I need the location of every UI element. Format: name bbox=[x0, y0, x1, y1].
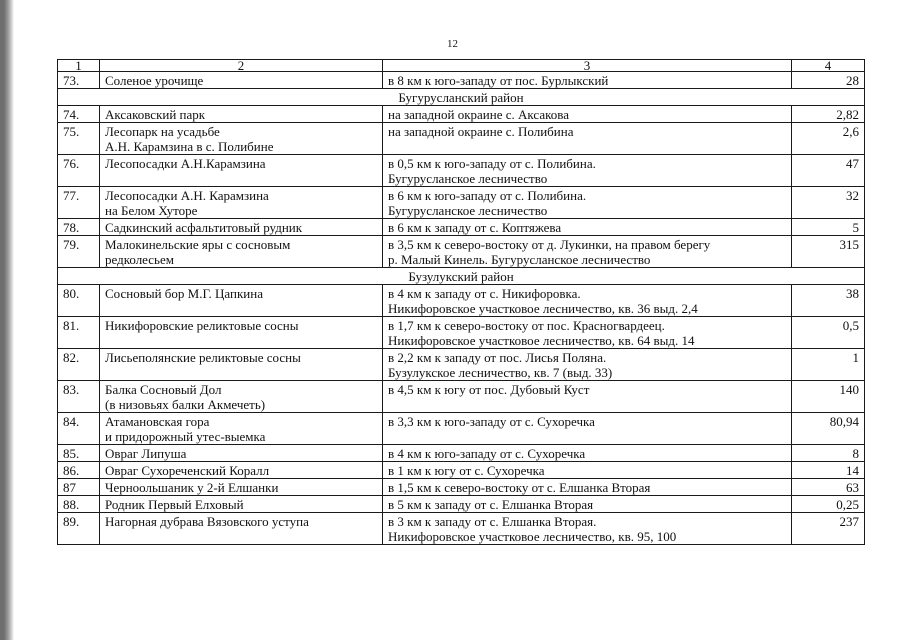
location-cell bbox=[383, 445, 792, 462]
site-name-line: Нагорная дубрава Вязовского уступа bbox=[105, 514, 309, 529]
site-name-line: Овраг Сухореченский Коралл bbox=[105, 463, 270, 478]
column-header: 3 bbox=[383, 60, 792, 72]
site-name-line: Аксаковский парк bbox=[105, 107, 206, 122]
location-line: на западной окраине с. Полибина bbox=[388, 124, 574, 139]
row-number: 75. bbox=[58, 123, 100, 155]
location-cell bbox=[383, 187, 792, 219]
table-row bbox=[58, 513, 865, 545]
location-cell bbox=[383, 496, 792, 513]
site-name-cell bbox=[100, 285, 383, 317]
row-number: 82. bbox=[58, 349, 100, 381]
table-row bbox=[58, 317, 865, 349]
location-line: р. Малый Кинель. Бугурусланское лесничество bbox=[388, 252, 651, 267]
location-line: Бугурусланское лесничество bbox=[388, 203, 548, 218]
region-header-row bbox=[58, 268, 865, 285]
table-row bbox=[58, 413, 865, 445]
column-header: 4 bbox=[792, 60, 865, 72]
site-name-cell bbox=[100, 155, 383, 187]
area-value: 28 bbox=[792, 72, 865, 89]
site-name-line: А.Н. Карамзина в с. Полибине bbox=[105, 139, 274, 154]
site-name-line: Балка Сосновый Дол bbox=[105, 382, 222, 397]
location-cell bbox=[383, 513, 792, 545]
site-name-line: Атамановская гора bbox=[105, 414, 210, 429]
row-number: 81. bbox=[58, 317, 100, 349]
site-name-line: Лесопосадки А.Н. Карамзина bbox=[105, 188, 269, 203]
site-name-cell bbox=[100, 413, 383, 445]
location-cell bbox=[383, 72, 792, 89]
site-name-line: Соленое урочище bbox=[105, 73, 204, 88]
area-value: 38 bbox=[792, 285, 865, 317]
area-value: 80,94 bbox=[792, 413, 865, 445]
column-header-row bbox=[58, 60, 865, 72]
site-name-cell bbox=[100, 187, 383, 219]
site-name-cell bbox=[100, 123, 383, 155]
site-name-cell bbox=[100, 381, 383, 413]
site-name-cell bbox=[100, 513, 383, 545]
area-value: 2,82 bbox=[792, 106, 865, 123]
row-number: 78. bbox=[58, 219, 100, 236]
protected-areas-table bbox=[57, 59, 865, 545]
table-row bbox=[58, 123, 865, 155]
site-name-line: Родник Первый Елховый bbox=[105, 497, 244, 512]
location-line: в 2,2 км к западу от пос. Лисья Поляна. bbox=[388, 350, 607, 365]
table-row bbox=[58, 155, 865, 187]
location-line: в 1 км к югу от с. Сухоречка bbox=[388, 463, 545, 478]
area-value: 14 bbox=[792, 462, 865, 479]
location-line: Никифоровское участковое лесничество, кв. 36 выд. 2,4 bbox=[388, 301, 698, 316]
row-number: 80. bbox=[58, 285, 100, 317]
site-name-cell bbox=[100, 496, 383, 513]
table-row bbox=[58, 219, 865, 236]
location-line: в 4 км к юго-западу от с. Сухоречка bbox=[388, 446, 586, 461]
site-name-line: на Белом Хуторе bbox=[105, 203, 198, 218]
location-cell bbox=[383, 236, 792, 268]
site-name-cell bbox=[100, 106, 383, 123]
location-cell bbox=[383, 219, 792, 236]
row-number: 88. bbox=[58, 496, 100, 513]
site-name-cell bbox=[100, 445, 383, 462]
location-line: в 5 км к западу от с. Елшанка Вторая bbox=[388, 497, 594, 512]
area-value: 32 bbox=[792, 187, 865, 219]
location-line: в 1,5 км к северо-востоку от с. Елшанка Вторая bbox=[388, 480, 651, 495]
row-number: 74. bbox=[58, 106, 100, 123]
location-line: в 6 км к юго-западу от с. Полибина. bbox=[388, 188, 587, 203]
column-header: 1 bbox=[58, 60, 100, 72]
location-cell bbox=[383, 462, 792, 479]
area-value: 2,6 bbox=[792, 123, 865, 155]
site-name-line: редколесьем bbox=[105, 252, 174, 267]
location-line: в 4 км к западу от с. Никифоровка. bbox=[388, 286, 581, 301]
site-name-cell bbox=[100, 317, 383, 349]
area-value: 5 bbox=[792, 219, 865, 236]
page-number: 12 bbox=[447, 38, 458, 50]
region-header-row bbox=[58, 89, 865, 106]
table-row bbox=[58, 381, 865, 413]
table-row bbox=[58, 285, 865, 317]
location-cell bbox=[383, 381, 792, 413]
location-line: в 6 км к западу от с. Коптяжева bbox=[388, 220, 562, 235]
row-number: 85. bbox=[58, 445, 100, 462]
location-cell bbox=[383, 349, 792, 381]
table-row bbox=[58, 236, 865, 268]
location-line: в 3,3 км к юго-западу от с. Сухоречка bbox=[388, 414, 595, 429]
table-row bbox=[58, 479, 865, 496]
row-number: 73. bbox=[58, 72, 100, 89]
site-name-cell bbox=[100, 479, 383, 496]
site-name-cell bbox=[100, 236, 383, 268]
site-name-line: Лесопосадки А.Н.Карамзина bbox=[105, 156, 266, 171]
row-number: 86. bbox=[58, 462, 100, 479]
area-value: 237 bbox=[792, 513, 865, 545]
site-name-line: Лесопарк на усадьбе bbox=[105, 124, 220, 139]
area-value: 140 bbox=[792, 381, 865, 413]
site-name-line: и придорожный утес-выемка bbox=[105, 429, 266, 444]
region-title: Бузулукский район bbox=[58, 268, 865, 285]
site-name-line: Овраг Липуша bbox=[105, 446, 187, 461]
location-cell bbox=[383, 413, 792, 445]
site-name-line: Лисьеполянские реликтовые сосны bbox=[105, 350, 301, 365]
row-number: 89. bbox=[58, 513, 100, 545]
area-value: 63 bbox=[792, 479, 865, 496]
row-number: 83. bbox=[58, 381, 100, 413]
table-row bbox=[58, 496, 865, 513]
site-name-line: Сосновый бор М.Г. Цапкина bbox=[105, 286, 263, 301]
area-value: 0,25 bbox=[792, 496, 865, 513]
location-line: в 3,5 км к северо-востоку от д. Лукинки, на правом берегу bbox=[388, 237, 711, 252]
area-value: 8 bbox=[792, 445, 865, 462]
site-name-cell bbox=[100, 462, 383, 479]
location-cell bbox=[383, 317, 792, 349]
row-number: 76. bbox=[58, 155, 100, 187]
area-value: 1 bbox=[792, 349, 865, 381]
location-line: Никифоровское участковое лесничество, кв. 64 выд. 14 bbox=[388, 333, 695, 348]
site-name-line: Никифоровские реликтовые сосны bbox=[105, 318, 299, 333]
area-value: 47 bbox=[792, 155, 865, 187]
site-name-cell bbox=[100, 219, 383, 236]
site-name-cell bbox=[100, 72, 383, 89]
location-line: в 4,5 км к югу от пос. Дубовый Куст bbox=[388, 382, 590, 397]
area-value: 0,5 bbox=[792, 317, 865, 349]
row-number: 87 bbox=[58, 479, 100, 496]
table-row bbox=[58, 187, 865, 219]
location-line: на западной окраине с. Аксакова bbox=[388, 107, 569, 122]
location-line: в 1,7 км к северо-востоку от пос. Красногвардеец. bbox=[388, 318, 665, 333]
row-number: 79. bbox=[58, 236, 100, 268]
site-name-cell bbox=[100, 349, 383, 381]
table-row bbox=[58, 72, 865, 89]
location-line: в 3 км к западу от с. Елшанка Вторая. bbox=[388, 514, 597, 529]
region-title: Бугурусланский район bbox=[58, 89, 865, 106]
location-line: в 8 км к юго-западу от пос. Бурлыкский bbox=[388, 73, 609, 88]
site-name-line: (в низовьях балки Акмечеть) bbox=[105, 397, 266, 412]
row-number: 77. bbox=[58, 187, 100, 219]
row-number: 84. bbox=[58, 413, 100, 445]
location-cell bbox=[383, 479, 792, 496]
table-row bbox=[58, 349, 865, 381]
area-value: 315 bbox=[792, 236, 865, 268]
table-row bbox=[58, 462, 865, 479]
site-name-line: Черноольшаник у 2-й Елшанки bbox=[105, 480, 279, 495]
location-line: Бугурусланское лесничество bbox=[388, 171, 548, 186]
site-name-line: Малокинельские яры с сосновым bbox=[105, 237, 291, 252]
location-line: Бузулукское лесничество, кв. 7 (выд. 33) bbox=[388, 365, 613, 380]
column-header: 2 bbox=[100, 60, 383, 72]
location-line: Никифоровское участковое лесничество, кв. 95, 100 bbox=[388, 529, 677, 544]
location-cell bbox=[383, 285, 792, 317]
table-row bbox=[58, 106, 865, 123]
scan-binding-edge bbox=[0, 0, 14, 640]
location-cell bbox=[383, 155, 792, 187]
location-line: в 0,5 км к юго-западу от с. Полибина. bbox=[388, 156, 596, 171]
table-row bbox=[58, 445, 865, 462]
site-name-line: Садкинский асфальтитовый рудник bbox=[105, 220, 303, 235]
location-cell bbox=[383, 123, 792, 155]
location-cell bbox=[383, 106, 792, 123]
